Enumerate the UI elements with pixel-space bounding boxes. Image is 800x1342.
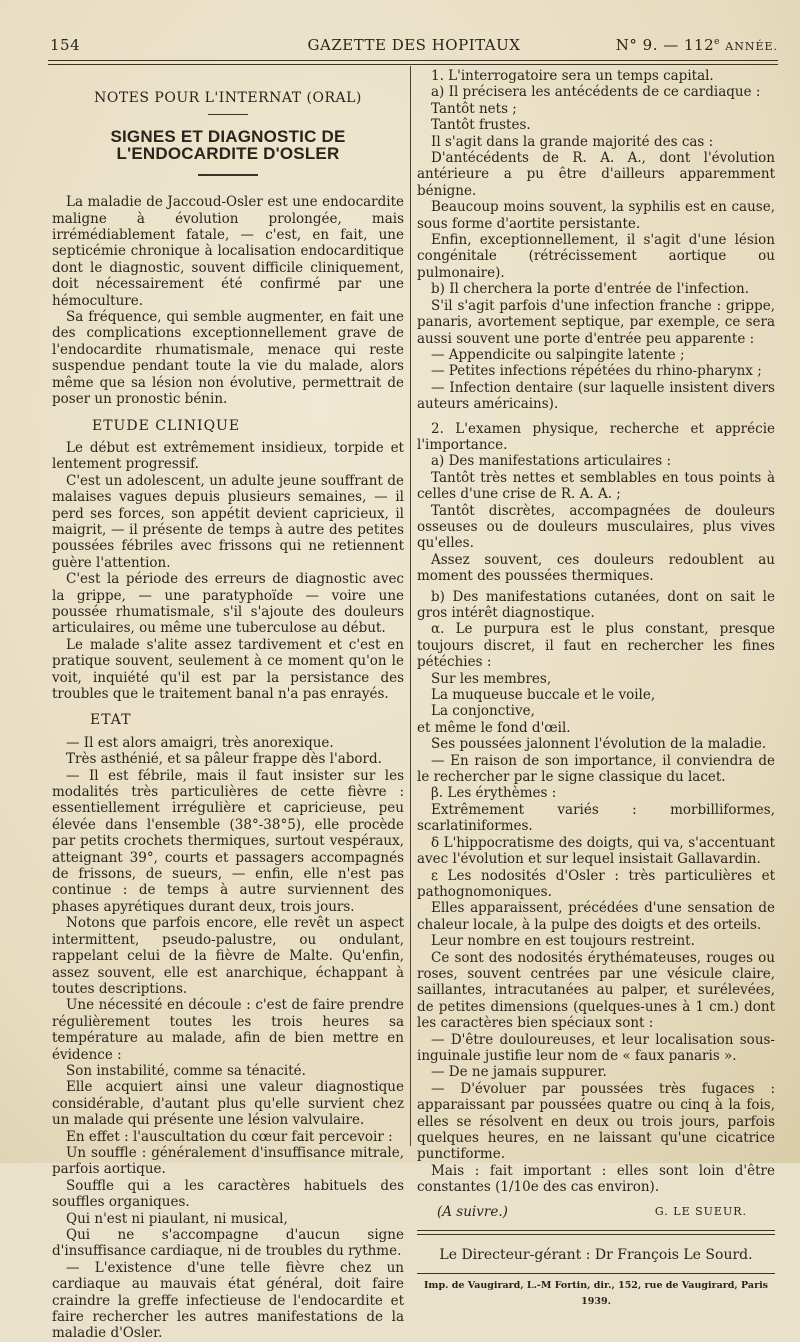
paragraph: Qui ne s'accompagne d'aucun signe d'insuffisance cardiaque, ni de troubles du rythme. — [52, 1227, 404, 1260]
paragraph: a) Il précisera les antécédents de ce cardiaque : — [431, 84, 761, 101]
issue-label — [616, 36, 778, 54]
paragraph: α. Le purpura est le plus constant, presque toujours discret, il faut en rechercher les fines pétéchies : — [417, 621, 775, 671]
paragraph: Tantôt nets ; — [431, 100, 517, 117]
header-rule — [48, 60, 778, 65]
paragraph: Assez souvent, ces douleurs redoublent au moment des poussées thermiques. — [417, 551, 775, 585]
paragraph: et même le fond d'œil. — [417, 719, 571, 736]
paragraph: Tantôt très nettes et semblables en tous points à celles d'une crise de R. A. A. ; — [417, 469, 775, 503]
page-header — [50, 36, 778, 56]
director-line: Le Directeur-gérant : Dr François Le Sourd. — [439, 1246, 753, 1263]
paragraph: — Il est alors amaigri, très anorexique. — [66, 734, 334, 751]
paragraph: b) Des manifestations cutanées, dont on sait le gros intérêt diagnostique. — [417, 588, 775, 621]
paragraph: La maladie de Jaccoud-Osler est une endocardite maligne à évolution prolongée, mais irrémédiablement fatale, — c'est, en fait, une septicémie chronique à localisation endocarditique dont le diagnostic, souvent difficile cliniquement, doit nécessairement été confirmé par une hémoculture. — [52, 194, 404, 309]
paragraph: — Infection dentaire (sur laquelle insistent divers auteurs américains). — [417, 379, 775, 413]
paragraph: S'il s'agit parfois d'une infection franche : grippe, panaris, avortement septique, par exemple, ce sera aussi souvent une porte d'entrée peu apparente : — [417, 297, 775, 347]
issue-sup: e — [714, 37, 720, 47]
journal-title: GAZETTE DES HOPITAUX — [307, 36, 521, 54]
column-divider — [410, 66, 411, 1146]
paragraph: — L'existence d'une telle fièvre chez un cardiaque au mauvais état général, doit faire craindre la greffe infectieuse de l'endocardite et faire rechercher les autres manifestations de la maladie d'Osler. — [52, 1259, 404, 1342]
section-heading: ETUDE CLINIQUE — [92, 417, 241, 434]
page-number: 154 — [50, 36, 81, 54]
kicker-rule — [208, 114, 248, 115]
imprint-line: Imp. de Vaugirard, L.-M Fortin, dir., 152, rue de Vaugirard, Paris 1939. — [423, 1280, 769, 1308]
paragraph: Un souffle : généralement d'insuffisance mitrale, parfois aortique. — [52, 1144, 404, 1178]
paragraph: Beaucoup moins souvent, la syphilis est en cause, sous forme d'aortite persistante. — [417, 199, 775, 232]
paragraph: Sa fréquence, qui semble augmenter, en fait une des complications exceptionnellement grave de l'endocardite rhumatismale, menace qui reste suspendue pendant toute la vie du malade, alors même que sa lésion non évolutive, permettrait de poser un pronostic bénin. — [52, 309, 404, 408]
paragraph: δ L'hippocratisme des doigts, qui va, s'accentuant avec l'évolution et sur lequel insistait Gallavardin. — [417, 834, 775, 868]
paragraph: Elle acquiert ainsi une valeur diagnostique considérable, d'autant plus qu'elle survient chez un malade qui présente une lésion valvulaire. — [52, 1079, 404, 1129]
paragraph: Leur nombre en est toujours restreint. — [431, 933, 695, 950]
paragraph: Qui n'est ni piaulant, ni musical, — [66, 1210, 288, 1227]
article-title: SIGNES ET DIAGNOSTIC DE L'ENDOCARDITE D'OSLER — [110, 127, 346, 163]
paragraph: — En raison de son importance, il conviendra de le rechercher par le signe classique du lacet. — [417, 752, 775, 786]
right-column — [417, 68, 775, 1311]
author-signature: G. LE SUEUR. — [654, 1204, 747, 1218]
paragraph: Elles apparaissent, précédées d'une sensation de chaleur locale, à la pulpe des doigts et des orteils. — [417, 900, 775, 933]
paragraph: D'antécédents de R. A. A., dont l'évolution antérieure a pu être d'ailleurs apparemment bénigne. — [417, 150, 775, 199]
paragraph: Le malade s'alite assez tardivement et c'est en pratique souvent, seulement à ce moment qu'on le voit, inquiété qu'il est par la persistance des troubles que le traitement banal n'a pas enrayés. — [52, 636, 404, 702]
section-heading: ETAT — [90, 712, 132, 729]
paragraph: — Il est fébrile, mais il faut insister sur les modalités très particulières de cette fièvre : essentiellement irrégulière et capricieuse, peu élevée dans l'ensemble (38°-38°5), elle procède par petits crochets thermiques, surtout vespéraux, atteignant 39°, courts et passagers accompagnés de frissons, de sueurs, — enfin, elle n'est pas continue : de temps à autre surviennent des phases apyrétiques durant deux, trois jours. — [52, 767, 404, 915]
paragraph: Une nécessité en découle : c'est de faire prendre régulièrement toutes les trois heures sa température au malade, afin de bien mettre en évidence : — [52, 997, 404, 1063]
spacer — [417, 413, 775, 421]
paragraph: — D'évoluer par poussées très fugaces : apparaissant par poussées quatre ou cinq à la fois, elles se résolvent en deux ou trois jours, parfois quelques heures, en ne laissant qu'une cicatrice punctiforme. — [417, 1080, 775, 1163]
paragraph: Notons que parfois encore, elle revêt un aspect intermittent, pseudo-palustre, ou ondulant, rappelant celui de la fièvre de Malte. Qu'enfin, assez souvent, elle est anarchique, échappant à toutes descriptions. — [52, 915, 404, 997]
paragraph: C'est un adolescent, un adulte jeune souffrant de malaises vagues depuis plusieurs semaines, — il perd ses forces, son appétit devient capricieux, il maigrit, — il présente de temps à autre des petites poussées fébriles avec frissons qui ne retiennent guère l'attention. — [52, 472, 404, 571]
paragraph: ε Les nodosités d'Osler : très particulières et pathognomoniques. — [417, 867, 775, 900]
paragraph: Il s'agit dans la grande majorité des cas : — [431, 133, 714, 150]
paragraph: Ses poussées jalonnent l'évolution de la maladie. — [431, 736, 767, 753]
paragraph: Enfin, exceptionnellement, il s'agit d'une lésion congénitale (rétrécissement aortique ou pulmonaire). — [417, 232, 775, 281]
paragraph: — Appendicite ou salpingite latente ; — [431, 346, 685, 363]
paragraph: b) Il cherchera la porte d'entrée de l'infection. — [431, 281, 750, 298]
paragraph: C'est la période des erreurs de diagnostic avec la grippe, — une paratyphoïde — voire une poussée rhumatismale, s'il s'ajoute des douleurs articulaires, ou même une tuberculose au début. — [52, 571, 404, 637]
paragraph: 2. L'examen physique, recherche et apprécie l'importance. — [417, 420, 775, 453]
issue-number: N° 9. — 112 — [615, 36, 715, 54]
paragraph: Le début est extrêmement insidieux, torpide et lentement progressif. — [52, 439, 404, 473]
paragraph: 1. L'interrogatoire sera un temps capital. — [431, 68, 714, 84]
section-kicker: NOTES POUR L'INTERNAT (ORAL) — [94, 90, 362, 106]
issue-suffix: ANNÉE. — [725, 40, 778, 53]
paragraph: Souffle qui a les caractères habituels des souffles organiques. — [52, 1177, 404, 1211]
paragraph: — De ne jamais suppurer. — [431, 1064, 607, 1081]
paragraph: Tantôt frustes. — [431, 117, 531, 134]
paragraph: Très asthénié, et sa pâleur frappe dès l'abord. — [66, 751, 382, 768]
to-be-continued: (A suivre.) — [437, 1203, 508, 1220]
imprint-rule — [417, 1273, 775, 1274]
paragraph: Son instabilité, comme sa ténacité. — [66, 1062, 306, 1079]
paragraph: β. Les érythèmes : — [431, 785, 557, 802]
paragraph: Sur les membres, — [431, 670, 552, 687]
continuation-line — [417, 1204, 775, 1222]
paragraph: — D'être douloureuses, et leur localisation sous-inguinale justifie leur nom de « faux panaris ». — [417, 1031, 775, 1064]
paragraph: La conjonctive, — [431, 703, 535, 720]
paragraph: Ce sont des nodosités érythémateuses, rouges ou roses, souvent centrées par une vésicule claire, saillantes, intracutanées au palper, et surélevées, de petites dimensions (quelques-unes à 1 cm.) dont les caractères bien spéciaux sont : — [417, 949, 775, 1032]
left-column — [52, 68, 404, 1342]
paragraph: Extrêmement variés : morbilliformes, scarlatiniformes. — [417, 801, 775, 835]
paragraph: La muqueuse buccale et le voile, — [431, 687, 656, 704]
paragraph: En effet : l'auscultation du cœur fait percevoir : — [66, 1128, 393, 1145]
paragraph: a) Des manifestations articulaires : — [431, 453, 672, 470]
paragraph: — Petites infections répétées du rhino-pharynx ; — [431, 363, 762, 380]
paragraph: Tantôt discrètes, accompagnées de douleurs osseuses ou de douleurs musculaires, plus vives qu'elles. — [417, 502, 775, 552]
paragraph: Mais : fait important : elles sont loin d'être constantes (1/10e des cas environ). — [417, 1162, 775, 1196]
title-rule — [198, 174, 258, 176]
end-rule — [417, 1230, 775, 1235]
